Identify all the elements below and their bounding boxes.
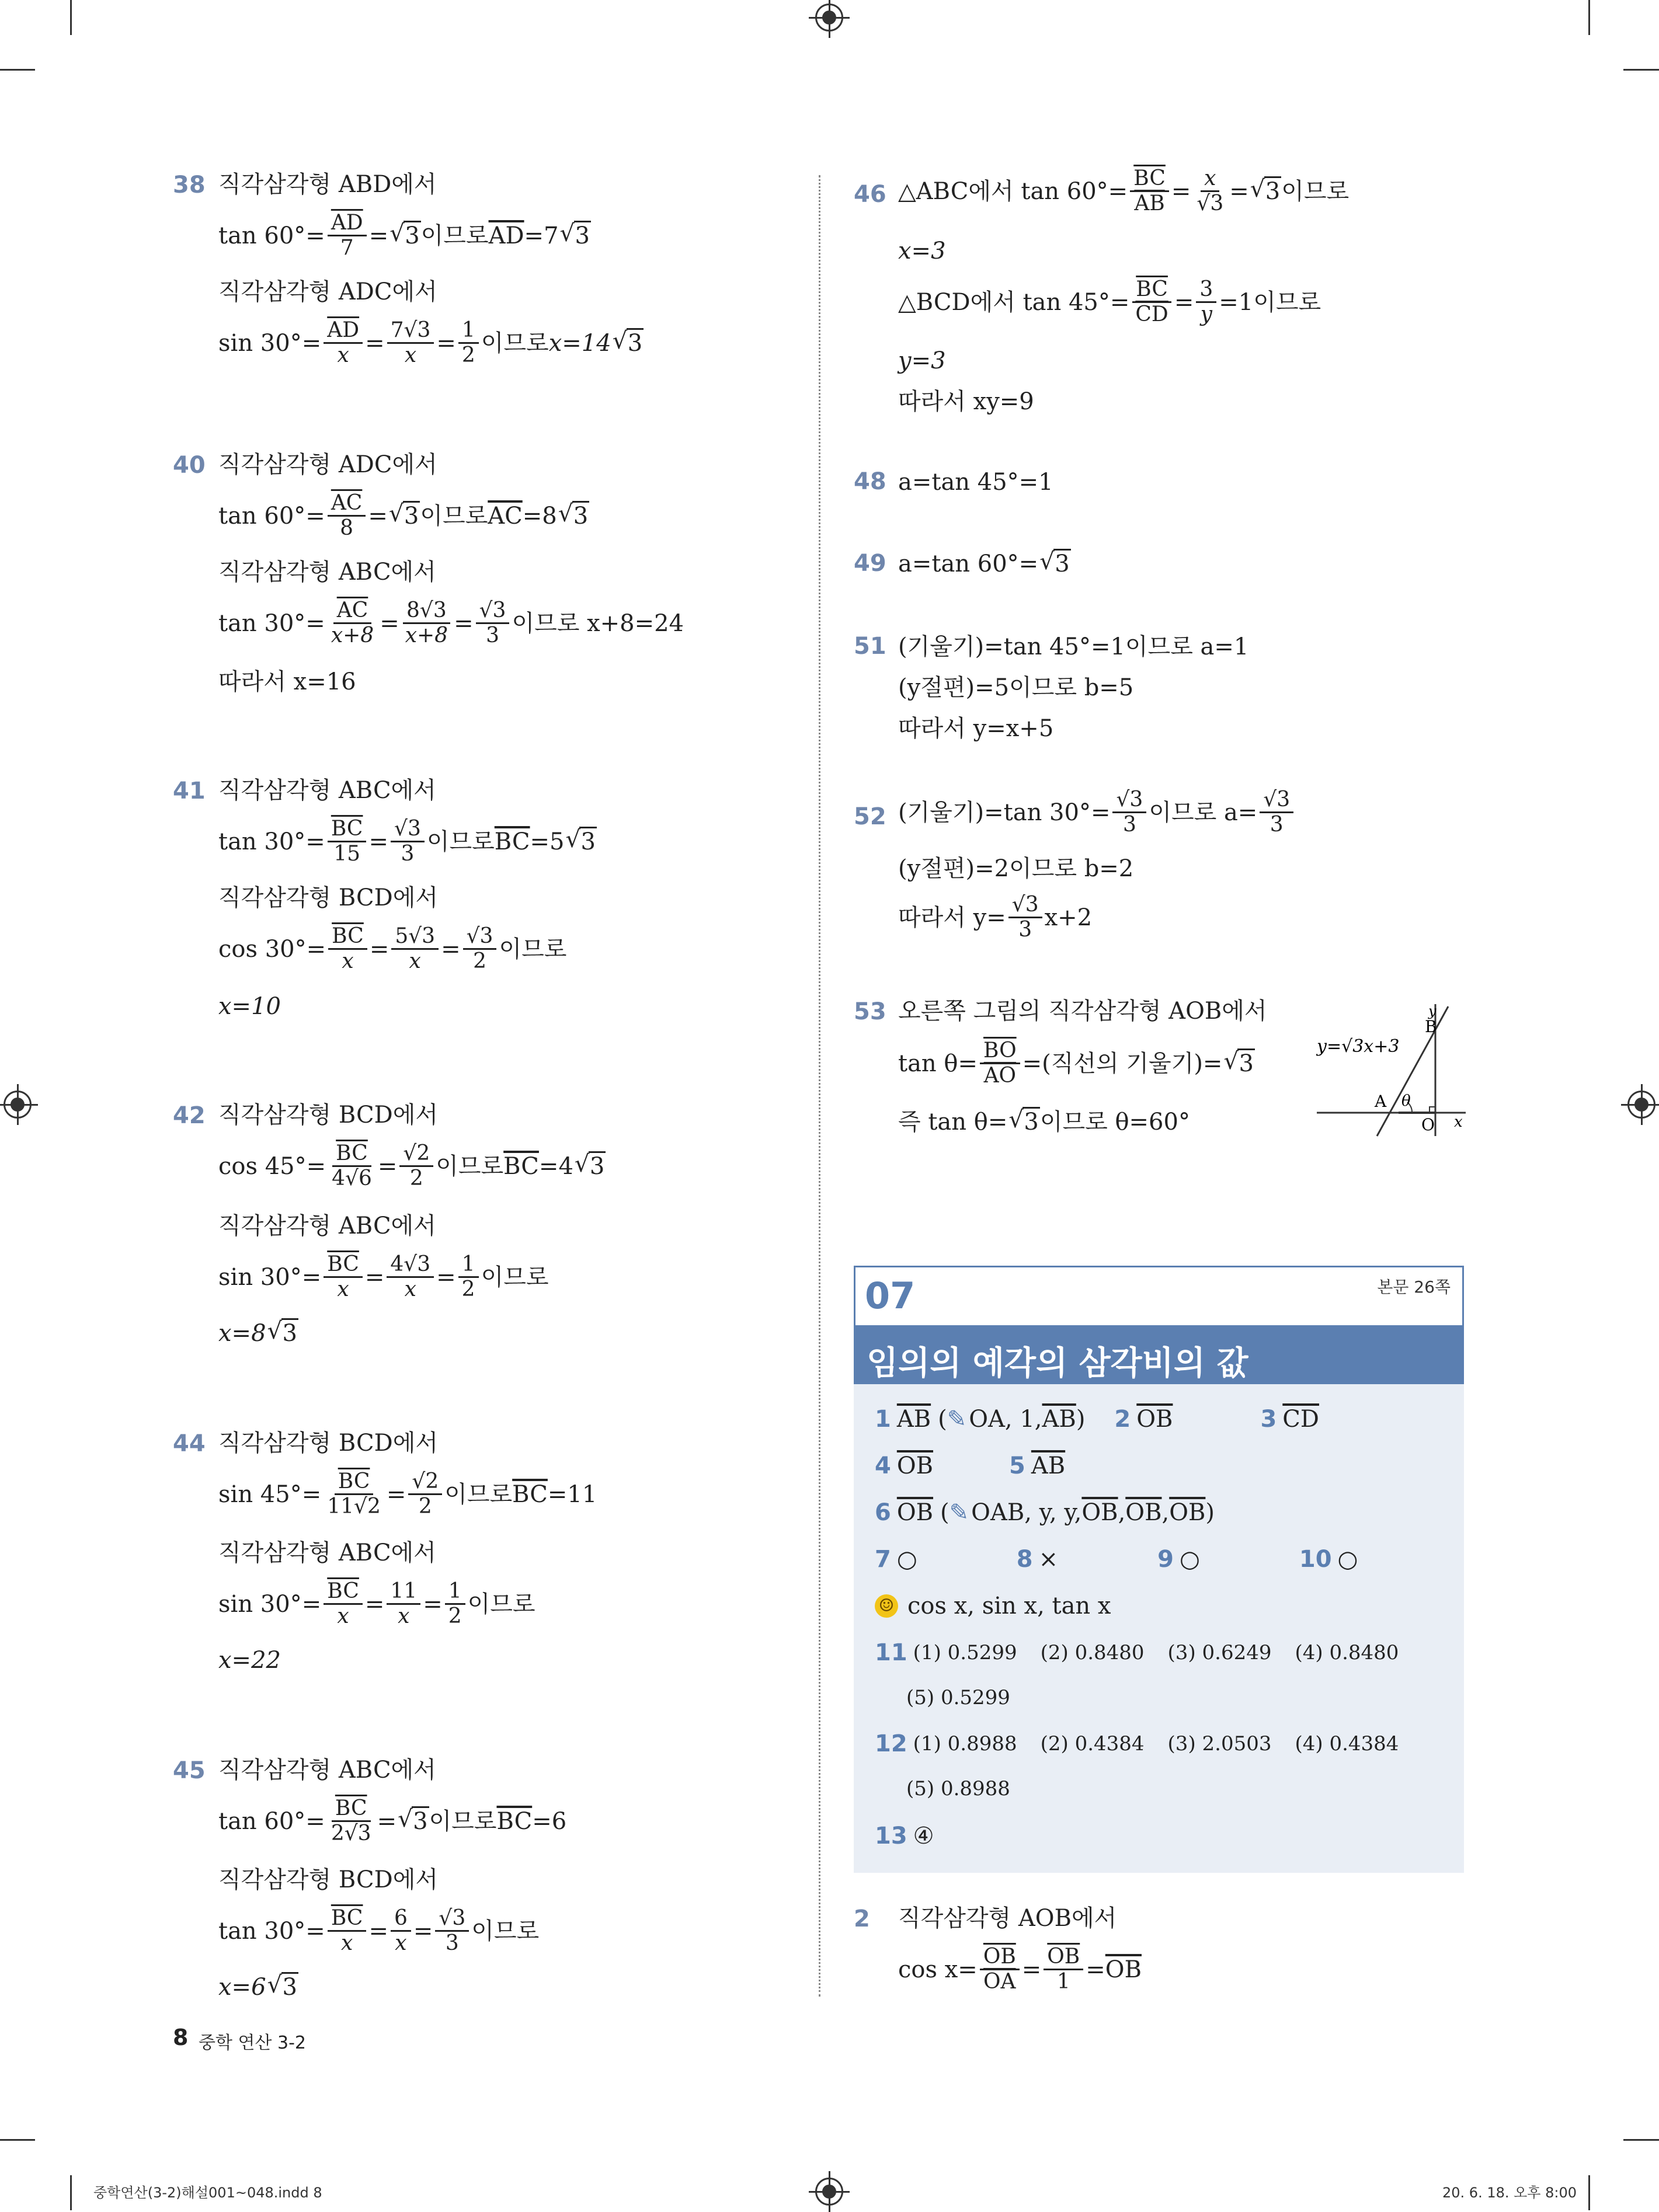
registration-mark-icon bbox=[815, 4, 843, 32]
pencil-icon: ✎ bbox=[949, 1499, 969, 1526]
text-line: 따라서 x=16 bbox=[218, 668, 356, 695]
text-line: (y절편)=2이므로 b=2 bbox=[898, 855, 1134, 882]
text-line: 따라서 y=x+5 bbox=[898, 715, 1054, 742]
text-line: 직각삼각형 ABC에서 bbox=[218, 1213, 436, 1239]
text-line: 직각삼각형 BCD에서 bbox=[218, 884, 439, 911]
book-title: 중학 연산 3-2 bbox=[199, 2033, 306, 2053]
problem-number: 53 bbox=[854, 998, 886, 1025]
text-line: x=8 √ 3 bbox=[218, 1319, 298, 1347]
file-name: 중학연산(3-2)해설001~048.indd 8 bbox=[93, 2185, 322, 2201]
equation-line: cos 30°= $\frac{\overline{BC}}{x}$ = $\frac{5√3}{x}$ = $\frac{√3}{2}$ 이므로 bbox=[218, 924, 567, 973]
answer-row-12: 12 (1) 0.8988 (2) 0.4384 (3) 2.0503 (4) 0.4384 bbox=[875, 1730, 1399, 1757]
equation-line: tan 60°= $\frac{\overline{AD}}{7}$ = √ 3 이므로 $\overline{AD}$ =7 √ 3 bbox=[218, 211, 591, 260]
point-label: B bbox=[1425, 1017, 1437, 1036]
text-line: 직각삼각형 ABD에서 bbox=[218, 171, 437, 198]
text-line: x=10 bbox=[218, 993, 281, 1020]
equation-line: tan 60°= $\frac{\overline{BC}}{2√3}$ = √ 3 이므로 $\overline{BC}$ =6 bbox=[218, 1797, 566, 1845]
answer-row-12b: (5) 0.8988 bbox=[906, 1777, 1010, 1800]
equation-line: △ABC에서 tan 60°= $\frac{\overline{BC}}{AB}$ = $\frac{x}{√3}$ = √ 3 이므로 bbox=[898, 167, 1349, 215]
pencil-icon: ✎ bbox=[947, 1406, 967, 1433]
crop-mark bbox=[70, 2175, 72, 2210]
line-graph bbox=[1377, 1006, 1448, 1136]
crop-mark bbox=[1623, 69, 1659, 71]
section-title-bar bbox=[854, 1327, 1464, 1384]
crop-mark bbox=[1623, 2139, 1659, 2141]
answer-row-11: 11 (1) 0.5299 (2) 0.8480 (3) 0.6249 (4) 0.8480 bbox=[875, 1639, 1399, 1666]
text-line: 직각삼각형 ABC에서 bbox=[218, 777, 436, 804]
text-line: 직각삼각형 ABC에서 bbox=[218, 1757, 436, 1783]
answer-row-11b: (5) 0.5299 bbox=[906, 1686, 1010, 1709]
problem-number: 2 bbox=[854, 1906, 870, 1932]
box-header bbox=[854, 1266, 1464, 1327]
origin-label: O bbox=[1421, 1115, 1435, 1134]
answer-box bbox=[854, 1266, 1464, 1873]
equation-line: a=tan 45°=1 bbox=[898, 469, 1053, 496]
text-line: 오른쪽 그림의 직각삼각형 AOB에서 bbox=[898, 998, 1267, 1025]
column-divider bbox=[819, 175, 820, 1997]
registration-mark-icon bbox=[815, 2178, 843, 2206]
problem-number: 38 bbox=[173, 172, 206, 198]
answer-row-1: 1 $\overline{AB}$ ( ✎ OA, 1, $\overline{AB}$ ) 2 $\overline{OB}$ 3 $\overline{CD}$ bbox=[875, 1406, 1319, 1433]
text-line: 직각삼각형 BCD에서 bbox=[218, 1430, 439, 1457]
registration-mark-icon bbox=[1627, 1091, 1655, 1119]
equation-line: tan 60°= $\frac{\overline{AC}}{8}$ = √ 3 이므로 $\overline{AC}$ =8 √ 3 bbox=[218, 492, 589, 540]
problem-number: 48 bbox=[854, 468, 886, 495]
answer-row-13: 13 ④ bbox=[875, 1823, 934, 1849]
page-number: 8 bbox=[173, 2025, 189, 2050]
text-line: 직각삼각형 AOB에서 bbox=[898, 1905, 1117, 1932]
equation-line: 따라서 y= $\frac{√3}{3}$ x+2 bbox=[898, 893, 1093, 942]
angle-label: θ bbox=[1401, 1092, 1411, 1110]
text-line: x=6 √ 3 bbox=[218, 1973, 298, 2001]
point-label: A bbox=[1375, 1092, 1387, 1111]
text-line: 직각삼각형 BCD에서 bbox=[218, 1102, 439, 1128]
line-graph-figure bbox=[1314, 998, 1472, 1138]
text-line: 따라서 xy=9 bbox=[898, 388, 1034, 415]
line-equation: y=√3x+3 bbox=[1317, 1036, 1400, 1057]
equation-line: (기울기)=tan 30°= $\frac{√3}{3}$ 이므로 a= $\frac{√3}{3}$ bbox=[898, 788, 1296, 837]
crop-mark bbox=[70, 0, 72, 35]
section-title: 임의의 예각의 삼각비의 값 bbox=[867, 1344, 1248, 1382]
problem-number: 41 bbox=[173, 778, 206, 804]
page-reference: 본문 26쪽 bbox=[1377, 1277, 1451, 1297]
equation-line: tan θ= $\frac{\overline{BO}}{AO}$ =(직선의 기울기)= √ 3 bbox=[898, 1039, 1255, 1088]
text-line: 직각삼각형 ADC에서 bbox=[218, 451, 437, 478]
smiley-icon: ☺ bbox=[875, 1594, 898, 1618]
problem-number: 42 bbox=[173, 1102, 206, 1129]
answer-row-3: 6 $\overline{OB}$ ( ✎ OAB, y, y, $\overline{OB}$ , $\overline{OB}$ , $\overline{OB}$ ) bbox=[875, 1499, 1215, 1526]
problem-number: 51 bbox=[854, 633, 886, 660]
text-line: (기울기)=tan 45°=1이므로 a=1 bbox=[898, 633, 1249, 660]
equation-line: sin 30°= $\frac{\overline{BC}}{x}$ = $\frac{4√3}{x}$ = $\frac{1}{2}$ 이므로 bbox=[218, 1252, 549, 1301]
problem-number: 49 bbox=[854, 550, 886, 577]
axis-label: x bbox=[1454, 1113, 1463, 1131]
fraction: $\frac{\overline{AD}}{7}$ bbox=[328, 211, 367, 260]
print-date: 20. 6. 18. 오후 8:00 bbox=[1442, 2185, 1577, 2201]
equation-line: tan 30°= $\frac{\overline{BC}}{x}$ = $\frac{6}{x}$ = $\frac{√3}{3}$ 이므로 bbox=[218, 1906, 540, 1955]
equation-line: sin 30°= $\frac{\overline{AD}}{x}$ = $\frac{7√3}{x}$ = $\frac{1}{2}$ 이므로 x=14 √ 3 bbox=[218, 319, 644, 367]
registration-mark-icon bbox=[4, 1091, 32, 1119]
problem-number: 52 bbox=[854, 803, 886, 830]
text-line: 직각삼각형 ADC에서 bbox=[218, 278, 437, 305]
equation-line: cos 45°= $\frac{\overline{BC}}{4√6}$ = $\frac{√2}{2}$ 이므로 $\overline{BC}$ =4 √ 3 bbox=[218, 1142, 606, 1190]
answer-row-5: ☺ cos x, sin x, tan x bbox=[875, 1593, 1111, 1619]
sqrt: √ 3 bbox=[389, 222, 420, 250]
equation-line: sin 30°= $\frac{\overline{BC}}{x}$ = $\frac{11}{x}$ = $\frac{1}{2}$ 이므로 bbox=[218, 1579, 535, 1628]
text-line: x=3 bbox=[898, 238, 946, 264]
axis-label: y bbox=[1428, 1003, 1437, 1019]
problem-number: 46 bbox=[854, 181, 886, 208]
text-line: x=22 bbox=[218, 1647, 281, 1674]
equation-line: a=tan 60°= √ 3 bbox=[898, 550, 1071, 578]
equation-line: sin 45°= $\frac{\overline{BC}}{11√2}$ = $\frac{√2}{2}$ 이므로 $\overline{BC}$ =11 bbox=[218, 1469, 597, 1518]
text-line: 직각삼각형 ABC에서 bbox=[218, 1539, 436, 1566]
text-line: 직각삼각형 BCD에서 bbox=[218, 1866, 439, 1893]
text-line: (y절편)=5이므로 b=5 bbox=[898, 674, 1134, 701]
crop-mark bbox=[0, 69, 35, 71]
crop-mark bbox=[1588, 0, 1590, 35]
equation-line: tan 30°= $\frac{\overline{BC}}{15}$ = $\frac{√3}{3}$ 이므로 $\overline{BC}$ =5 √ 3 bbox=[218, 817, 597, 866]
crop-mark bbox=[0, 2139, 35, 2141]
problem-number: 45 bbox=[173, 1757, 206, 1784]
section-number: 07 bbox=[865, 1274, 916, 1317]
problem-number: 44 bbox=[173, 1430, 206, 1457]
equation-line: cos x= $\frac{\overline{OB}}{OA}$ = $\frac{\overline{OB}}{1}$ = $\overline{OB}$ bbox=[898, 1945, 1142, 1994]
equation-line: △BCD에서 tan 45°= $\frac{\overline{BC}}{CD}$ = $\frac{3}{y}$ =1이므로 bbox=[898, 277, 1321, 326]
text-line: y=3 bbox=[898, 347, 946, 374]
equation-line: 즉 tan θ= √ 3 이므로 θ=60° bbox=[898, 1108, 1190, 1136]
answer-row-4: 7 ○ 8 × 9 ○ 10 ○ bbox=[875, 1546, 1358, 1573]
problem-number: 40 bbox=[173, 452, 206, 479]
equation-line: tan 30°= $\frac{\overline{AC}}{x+8}$ = $\frac{8√3}{x+8}$ = $\frac{√3}{3}$ 이므로 x+8=24 bbox=[218, 598, 684, 647]
crop-mark bbox=[1588, 2175, 1590, 2210]
text-line: 직각삼각형 ABC에서 bbox=[218, 559, 436, 586]
answer-row-2: 4 $\overline{OB}$ 5 $\overline{AB}$ bbox=[875, 1452, 1066, 1479]
